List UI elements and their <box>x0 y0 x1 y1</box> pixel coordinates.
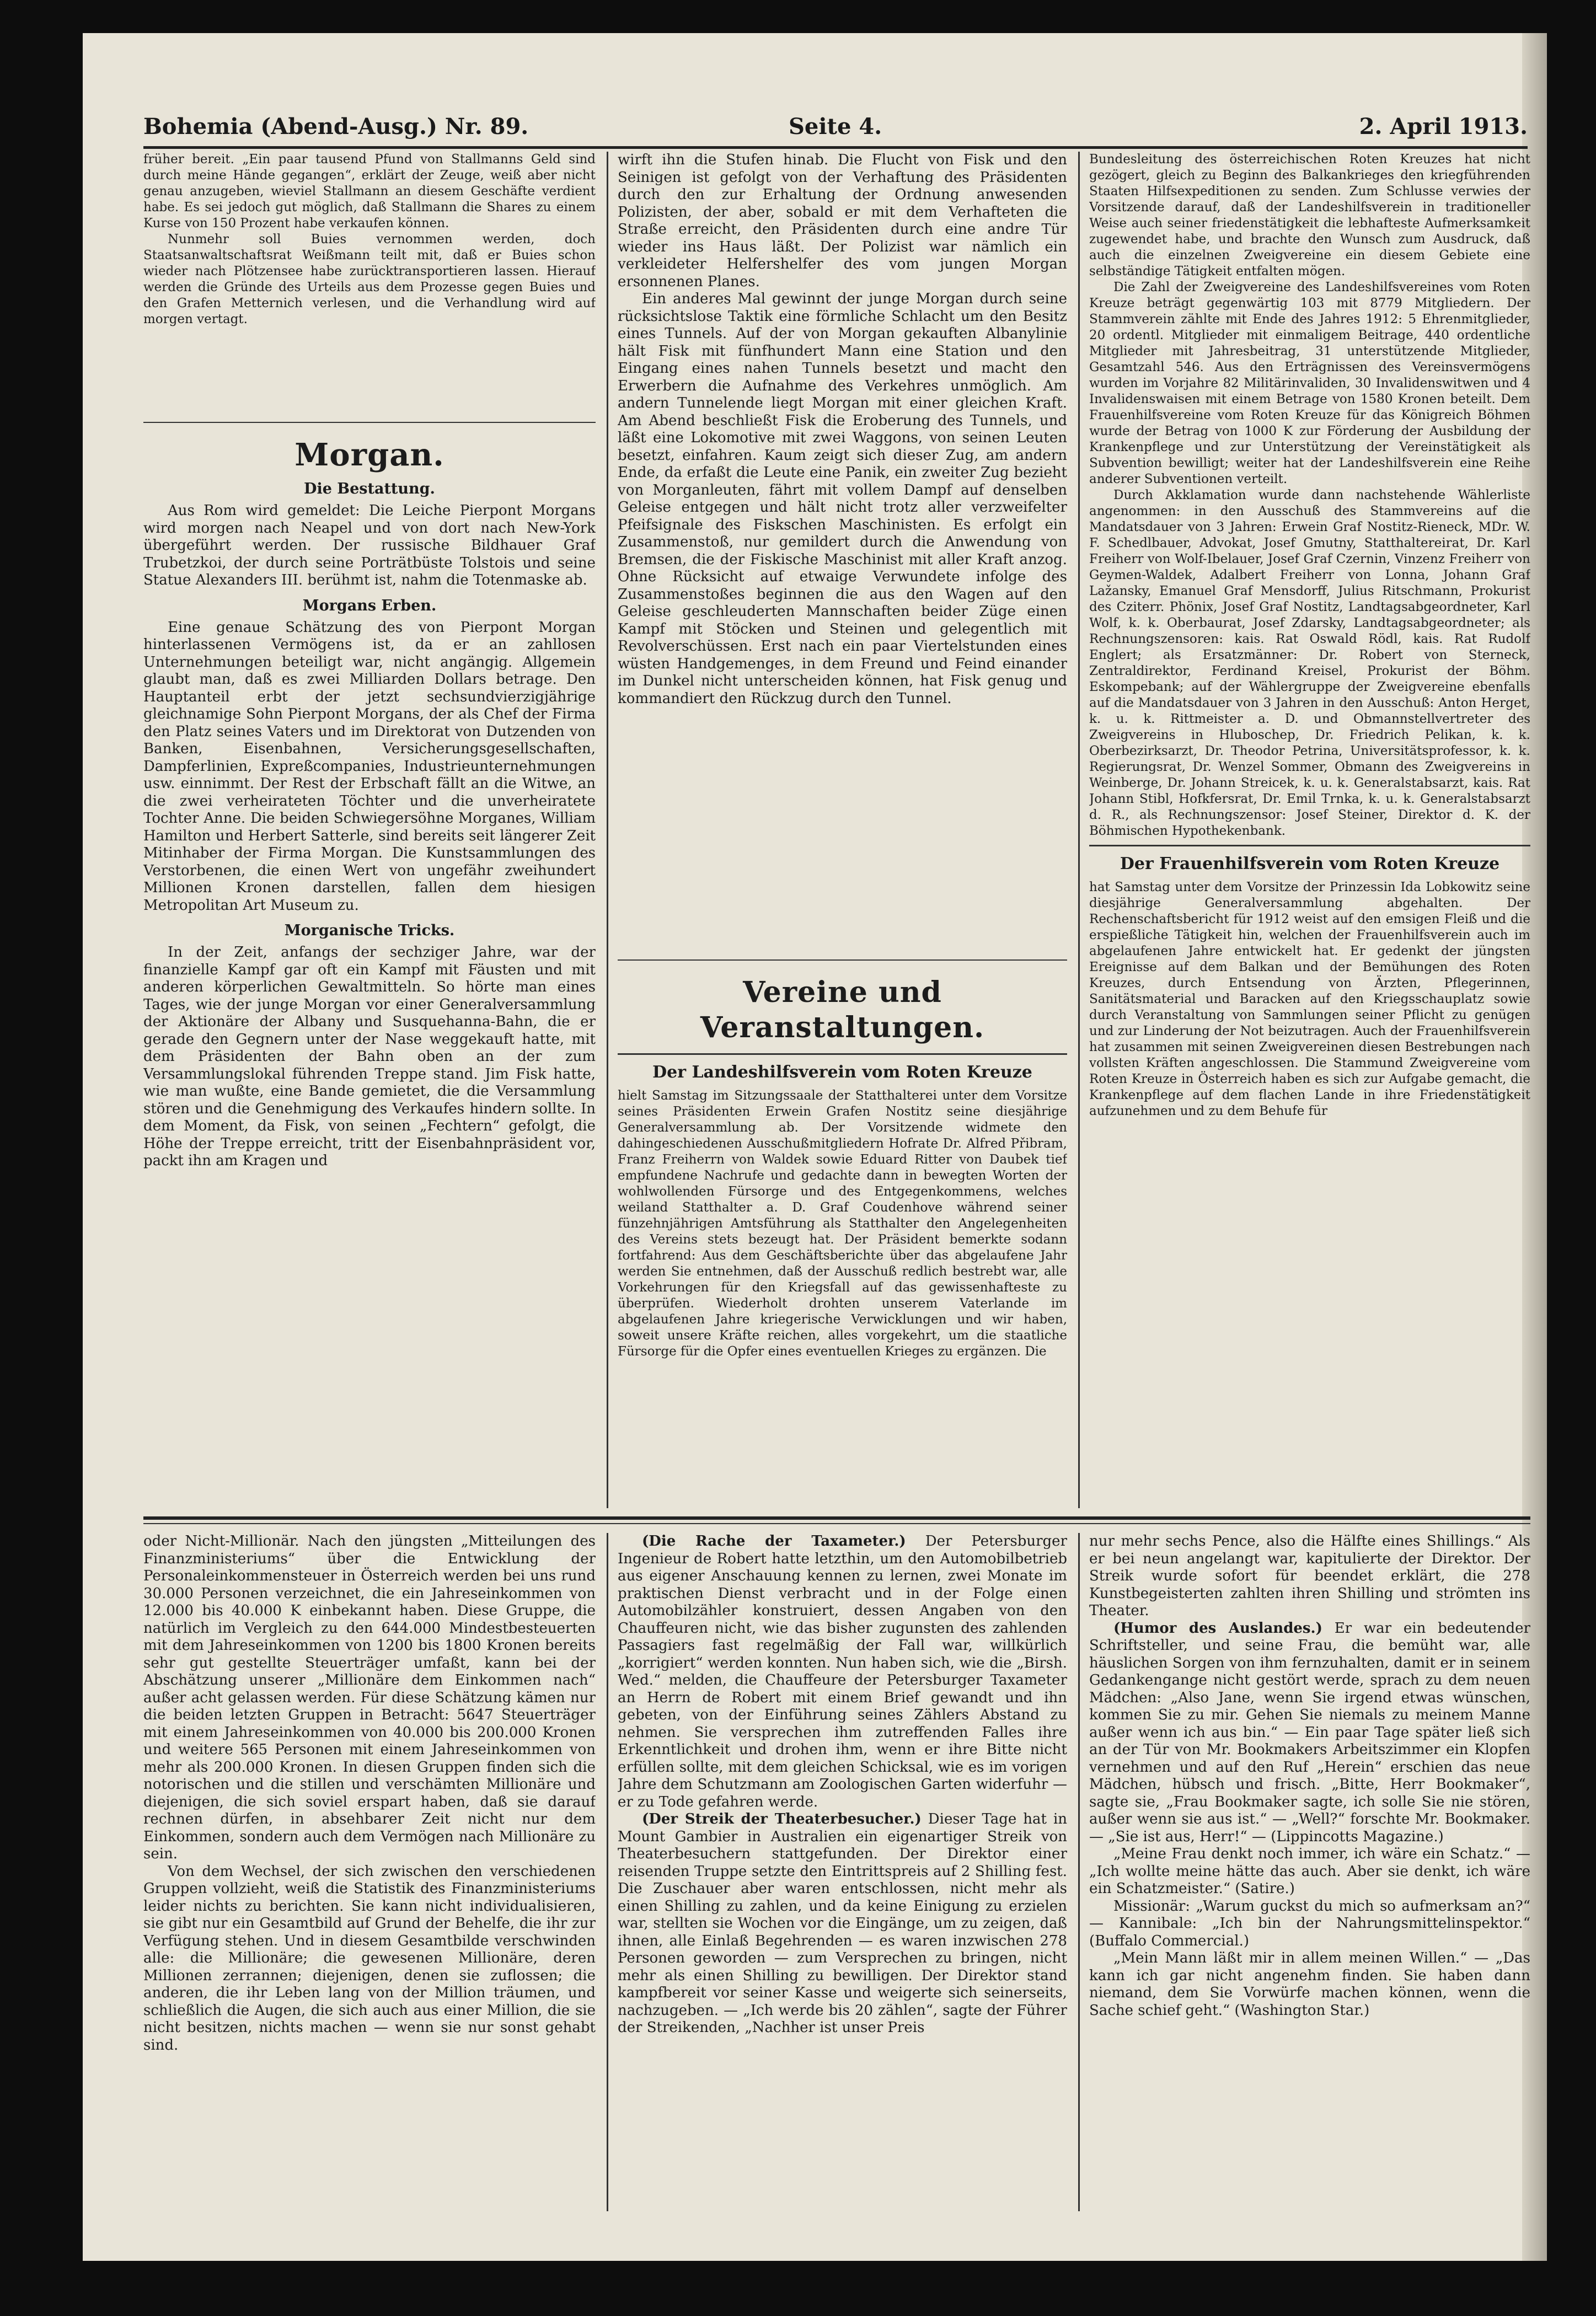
paragraph: Eine genaue Schätzung des von Pierpont Morgan hinterlassenen Vermögens ist, da er an zahllosen Unternehmungen beteiligt war, nicht angängig. Allgemein glaubt man, daß es zwei Milliarden Dollars betrage. Den Hauptanteil erbt der jetzt sechsundvierzigjährige gleichnamige Sohn Pierpont Morgans, der als Chef der Firma den Platz seines Vaters und im Direktorat von Dutzenden von Banken, Eisenbahnen, Versicherungsgesellschaften, Dampferlinien, Expreßcompanies, Industrieunternehmungen usw. einnimmt. Der Rest der Erbschaft fällt an die Witwe, an die zwei verheirateten Töchter und die unverheiratete Tochter Anne. Die beiden Schwiegersöhne Morganes, William Hamilton und Herbert Satterle, sind bereits seit längerer Zeit Mitinhaber der Firma Morgan. Die Kunstsammlungen des Verstorbenen, die einen Wert von ungefähr zweihundert Millionen Kronen darstellen, fallen dem hiesigen Metropolitan Art Museum zu. <box>143 619 596 914</box>
column-rule <box>1078 152 1080 1508</box>
paragraph: Missionär: „Warum guckst du mich so aufmerksam an?“ — Kannibale: „Ich bin der Nahrungsmittelinspektor.“ (Buffalo Commercial.) <box>1089 1897 1530 1949</box>
item-text: Der Petersburger Ingenieur de Robert hatte letzthin, um den Automobilbetrieb aus eigener Anschauung kennen zu lernen, zwei Monate im praktischen Dienst verbracht und in der Folge einen Automobilzähler konstruiert, dessen Angaben von den Chauffeuren nicht, wie das bisher zugunsten des zahlenden Passagiers fast regelmäßig der Fall war, willkürlich „korrigiert“ werden konnten. Nun haben sich, wie die „Birsh. Wed.“ melden, die Chauffeure der Petersburger Taxameter an Herrn de Robert mit einem Brief gewandt und ihn gebeten, von der Einführung seines Zählers Abstand zu nehmen. Sie versprechen ihm zutreffenden Falles ihre Erkenntlichkeit und drohen ihm, wenn er ihre Bitte nicht erfüllen sollte, mit dem gleichen Schicksal, wie es im vorigen Jahre dem Schutzmann am Zoologischen Garten widerfuhr — er zu Tode gefahren werde. <box>618 1533 1067 1810</box>
paragraph: früher bereit. „Ein paar tausend Pfund von Stallmanns Geld sind durch meine Hände gegangen“, erklärt der Zeuge, weiß aber nicht genau anzugeben, wieviel Stallmann an diesem Geschäfte verdient habe. Es sei jedoch gut möglich, daß Stallmann die Shares zu einem Kurse von 150 Prozent habe verkaufen können. <box>143 152 596 230</box>
section-divider <box>143 422 596 423</box>
page-header <box>143 110 1528 143</box>
news-items-column <box>618 1533 1067 2211</box>
paragraph: „Meine Frau denkt noch immer, ich wäre ein Schatz.“ — „Ich wollte meine hätte das auch. Aber sie denkt, ich wäre ein Schatzmeister.“ (Satire.) <box>1089 1846 1530 1897</box>
morgan-article <box>143 427 596 1503</box>
header-rule <box>143 146 1528 149</box>
item-lead: (Humor des Auslandes.) <box>1113 1620 1322 1637</box>
paragraph: nur mehr sechs Pence, also die Hälfte eines Shillings.“ Als er bei neun angelangt war, kapitulierte der Direktor. Der Streik wurde sofort für beendet erklärt, die 278 Kunstbegeisterten zahlten ihren Shilling und strömten ins Theater. <box>1089 1533 1530 1619</box>
vereine-article-continued <box>1089 152 1530 1508</box>
paragraph: hielt Samstag im Sitzungssaale der Statthalterei unter dem Vorsitze seines Präsidenten Erwein Grafen Nostitz seine diesjährige Generalversammlung ab. Der Vorsitzende widmete den dahingeschiedenen Ausschußmitgliedern Hofrate Dr. Alfred Přibram, Franz Freiherrn von Waldek sowie Eduard Ritter von Daubek tief empfundene Nachrufe und gedachte dann in bewegten Worten der wohlwollenden Fürsorge und des Entgegenkommens, welches weiland Statthalter a. D. Graf Coudenhove während seiner fünzehnjährigen Amtsführung als Statthalter den Angelegenheiten des Vereins stets bezeugt hat. Der Präsident bemerkte sodann fortfahrend: Aus dem Geschäftsberichte über das abgelaufene Jahr werden Sie entnehmen, daß der Ausschuß redlich bestrebt war, alle Vorkehrungen für den Kriegsfall auf das gewissenhafteste zu überprüfen. Wiederholt drohten unserem Vaterlande im abgelaufenen Jahre kriegerische Verwicklungen und wir haben, soweit unsere Kräfte reichen, alles vorgekehrt, um die staatliche Fürsorge für die Opfer eines eventuellen Krieges zu ergänzen. Die <box>618 1089 1067 1359</box>
paragraph: Die Zahl der Zweigvereine des Landeshilfsvereines vom Roten Kreuze beträgt gegenwärtig 103 mit 8779 Mitgliedern. Der Stammverein zählte mit Ende des Jahres 1912: 5 Ehrenmitglieder, 20 ordentl. Mitglieder mit einmaligem Beitrage, 440 ordentliche Mitglieder mit Jahresbeitrag, 31 unterstützende Mitglieder, Gesamtzahl 546. Aus den Erträgnissen des Vereinsvermögens wurden im Vorjahre 82 Militärinvaliden, 30 Invalidenswitwen und 4 Invalidenswaisen mit einem Betrage von 1580 Kronen beteilt. Dem Frauenhilfsvereine vom Roten Kreuze für das Königreich Böhmen wurde der Betrag von 1000 K zur Förderung der Ausbildung der Krankenpflege und zur Unterstützung der Vereinstätigkeit als Subvention bewilligt; weiter hat der Landeshilfsverein eine Reihe anderer Subventionen verteilt. <box>1089 280 1530 486</box>
item-lead: (Die Rache der Taxameter.) <box>642 1533 906 1550</box>
article-subtitle: Morgans Erben. <box>302 597 437 614</box>
column-rule <box>607 1533 608 2211</box>
morgan-article-continued <box>618 152 1067 948</box>
article-subtitle: Morganische Tricks. <box>284 922 455 939</box>
header-page-number: Seite 4. <box>789 114 882 140</box>
header-date: 2. April 1913. <box>1359 114 1528 140</box>
vereine-article <box>618 965 1067 1508</box>
title-rule <box>618 1053 1067 1055</box>
item-lead: (Der Streik der Theaterbesucher.) <box>642 1811 922 1827</box>
paragraph: Nunmehr soll Buies vernommen werden, doch Staatsanwaltschaftsrat Weißmann teilt mit, daß er Buies schon wieder nach Plötzensee habe zurücktransportieren lassen. Hierauf werden die Gründe des Urteils aus dem Prozesse gegen Buies und den Grafen Metternich verlesen, und die Verhandlung wird auf morgen vertagt. <box>143 232 596 326</box>
header-publication: Bohemia (Abend-Ausg.) Nr. 89. <box>143 114 529 140</box>
paragraph: hat Samstag unter dem Vorsitze der Prinzessin Ida Lobkowitz seine diesjährige Generalversammlung abgehalten. Der Rechenschaftsbericht für 1912 weist auf den emsigen Fleiß und die erspießliche Tätigkeit hin, welchen der Frauenhilfsverein auch im abgelaufenen Jahre entwickelt hat. Er gedenkt der jüngsten Ereignisse auf dem Balkan und der Bemühungen des Roten Kreuzes, durch Entsendung von Ärzten, Pflegerinnen, Sanitätsmaterial und Baracken auf den Kriegsschauplatz sowie durch Veranstaltung von Sammlungen seiner Pflicht zu genügen und zur Linderung der Not beizutragen. Auch der Frauenhilfsverein hat zusammen mit seinen Zweigvereinen diesen Bestrebungen nach vollsten Kräften angeschlossen. Die Stammund Zweigvereine vom Roten Kreuze in Österreich haben es sich zur Aufgabe gemacht, die Krankenpflege auf dem flachen Lande in ihre Friedenstätigkeit aufzunehmen und zu dem Behufe für <box>1089 880 1530 1118</box>
article-subtitle: Die Bestattung. <box>304 480 435 497</box>
paragraph: Von dem Wechsel, der sich zwischen den verschiedenen Gruppen vollzieht, weiß die Statistik des Finanzministeriums leider nichts zu berichten. Sie kann nicht individualisieren, sie gibt nur ein Gesamtbild auf Grund der Behelfe, die ihr zur Verfügung stehen. Und in diesem Gesamtbilde verschwinden alle: die Millionäre; die gewesenen Millionäre, deren Millionen zerrannen; diejenigen, denen sie zuflossen; die anderen, die ihr Leben lang von der Million träumen, und schließlich die Augen, die sich auch aus einer Million, die sie nicht besitzen, nichts machen — wenn sie nur sonst gehabt sind. <box>143 1863 596 2054</box>
paragraph: wirft ihn die Stufen hinab. Die Flucht von Fisk und den Seinigen ist gefolgt von der Verhaftung des Präsidenten durch den zur Erhaltung der Ordnung anwesenden Polizisten, der aber, sobald er mit dem Verhafteten die Straße erreicht, den Präsidenten durch eine andre Tür wieder ins Haus läßt. Der Polizist war nämlich ein verkleideter Helfershelfer des vom jungen Morgan ersonnenen Planes. <box>618 152 1067 290</box>
millionaire-article <box>143 1533 596 2211</box>
article-subtitle: Der Frauenhilfsverein vom Roten Kreuze <box>1120 854 1500 873</box>
column-rule <box>607 152 608 1508</box>
newspaper-page <box>83 33 1547 2261</box>
paragraph: Ein anderes Mal gewinnt der junge Morgan durch seine rücksichtslose Taktik eine förmliche Schlacht um den Besitz eines Tunnels. Auf der von Morgan gekauften Albanylinie hält Fisk mit fünfhundert Mann eine Station und den Eingang eines nahen Tunnels besetzt und macht den Erwerbern die Aufnahme des Verkehres unmöglich. Am andern Tunnelende liegt Morgan mit einer gleichen Kraft. Am Abend beschließt Fisk die Eroberung des Tunnels, und läßt eine Lokomotive mit zwei Waggons, von seinen Leuten besetzt, einfahren. Kaum zeigt sich dieser Zug, am andern Ende, da erfaßt die Leute eine Panik, ein zweiter Zug bezieht von Morganleuten, fährt mit vollem Dampf auf denselben Geleise entgegen und hält nicht trotz aller verzweifelter Pfeifsignale des Fiskschen Maschinisten. Es erfolgt ein Zusammenstoß, nur gemildert durch die Anwendung von Bremsen, die der Fiskische Maschinist mit aller Kraft anzog. Ohne Rücksicht auf etwaige Verwundete infolge des Zusammenstoßes beginnen die aus den Wagen auf den Geleise geschleuderten Mannschaften beider Züge einen Kampf mit Stöcken und Steinen und gelegentlich mit Revolverschüssen. Erst nach ein paar Viertelstunden eines wüsten Handgemenges, in dem Freund und Feind einander im Dunkel nicht unterscheiden können, hat Fisk genug und kommandiert den Rückzug durch den Tunnel. <box>618 291 1067 707</box>
paragraph: In der Zeit, anfangs der sechziger Jahre, war der finanzielle Kampf gar oft ein Kampf mit Fäusten und mit anderen körperlichen Gewaltmitteln. So hörte man eines Tages, wie der junge Morgan vor einer Generalversammlung der Aktionäre der Albany und Susquehanna-Bahn, die er gerade den Gegnern unter der Nase weggekauft hatte, mit dem Präsidenten der Bahn oben an der zum Versammlungslokal führenden Treppe stand. Jim Fisk hatte, wie man wußte, eine Bande gemietet, die die Versammlung stören und die Genehmigung des Verkaufes hindern sollte. In dem Moment, da Fisk, von seinen „Fechtern“ gefolgt, die Höhe der Treppe erreicht, tritt der Eisenbahnpräsident vor, packt ihn am Kragen und <box>143 944 596 1169</box>
humor-column <box>1089 1533 1530 2211</box>
column-1-top-article <box>143 152 596 416</box>
item-text: Dieser Tage hat in Mount Gambier in Australien ein eigenartiger Streik von Theaterbesuchern stattgefunden. Der Direktor einer reisenden Truppe setzte den Eintrittspreis auf 2 Shilling fest. Die Zuschauer aber waren entschlossen, nicht mehr als einen Shilling zu zahlen, und da keine Einigung zu erzielen war, stellten sie Wochen vor die Eingänge, um zu zeigen, daß ihnen, alle Einlaß Begehrenden — es waren inzwischen 278 Personen geworden — zum Versprechen zu bringen, nicht mehr als einen Shilling zu bewilligen. Der Direktor stand kampfbereit vor seiner Kasse und weigerte sich seinerseits, nachzugeben. — „Ich werde bis 20 zählen“, sagte der Führer der Streikenden, „Nachher ist unser Preis <box>618 1811 1067 2036</box>
section-divider <box>618 959 1067 961</box>
item-text: Er war ein bedeutender Schriftsteller, und seine Frau, die bemüht war, alle häuslichen Sorgen von ihm fernzuhalten, damit er in seinem Gedankengange nicht gestört werde, sprach zu dem neuen Mädchen: „Also Jane, wenn Sie irgend etwas wünschen, kommen Sie zu mir. Gehen Sie niemals zu meinem Manne außer wenn ich aus bin.“ — Ein paar Tage später ließ sich an der Tür von Mr. Bookmakers Arbeitszimmer ein Klopfen vernehmen und auf den Ruf „Herein“ erschien das neue Mädchen, hübsch und frisch. „Bitte, Herr Bookmaker“, sagte sie, „Frau Bookmaker sagte, ich solle Sie nie stören, außer wenn sie aus ist.“ — „Well?“ forschte Mr. Bookmaker. — „Sie ist aus, Herr!“ — (Lippincotts Magazine.) <box>1089 1620 1530 1845</box>
paragraph: Aus Rom wird gemeldet: Die Leiche Pierpont Morgans wird morgen nach Neapel und von dort nach New-York übergeführt werden. Der russische Bildhauer Graf Trubetzkoi, der durch seine Porträtbüste Tolstois und seine Statue Alexanders III. berühmt ist, nahm die Totenmaske ab. <box>143 502 596 588</box>
paragraph: „Mein Mann läßt mir in allem meinen Willen.“ — „Das kann ich gar nicht angenehm finden. Sie haben dann niemand, dem Sie Vorwürfe machen können, wenn die Sache schief geht.“ (Washington Star.) <box>1089 1950 1530 2019</box>
column-rule <box>1078 1533 1080 2211</box>
page-section-rule <box>143 1523 1530 1524</box>
section-divider <box>1089 845 1530 846</box>
article-subtitle: Der Landeshilfsverein vom Roten Kreuze <box>652 1063 1032 1082</box>
paragraph: Durch Akklamation wurde dann nachstehende Wählerliste angenommen: in den Ausschuß des Stammvereins auf die Mandatsdauer von 3 Jahren: Erwein Graf Nostitz-Rieneck, MDr. W. F. Schedlbauer, Advokat, Josef Gmutny, Statthaltereirat, Dr. Karl Freiherr von Wolf-Ibelauer, Josef Graf Czernin, Vinzenz Freiherr von Geymen-Waldek, Adalbert Freiherr von Lonna, Johann Graf Lažansky, Emanuel Graf Mensdorff, Julius Ritschmann, Prokurist des Cziterr. Phönix, Josef Graf Nostitz, Landtagsabgeordneter, Karl Wolf, k. k. Oberbaurat, Josef Zdarsky, Landtagsabgeordneter; als Rechnungszensoren: kais. Rat Oswald Rödl, kais. Rat Rudolf Englert; als Ersatzmänner: Dr. Robert von Sterneck, Zentraldirektor, Ferdinand Kreisel, Prokurist der Böhm. Eskompebank; auf der Wählergruppe der Zweigvereine ebenfalls auf die Mandatsdauer von 3 Jahren in den Ausschuß: Anton Herget, k. u. k. Rittmeister a. D. und Obmannstellvertreter des Zweigvereins in Hluboschep, Dr. Friedrich Pelikan, k. k. Oberbezirksarzt, Dr. Theodor Petrina, Universitätsprofessor, k. k. Regierungsrat, Dr. Wenzel Sommer, Obmann des Zweigvereins in Weinberge, Dr. Johann Streicek, k. u. k. Generalstabsarzt, kais. Rat Johann Stibl, Hofkfersrat, Dr. Emil Trnka, k. u. k. Generalstabsarzt d. R., als Rechnungszensor: Josef Steiner, Direktor d. K. der Böhmischen Hypothekenbank. <box>1089 488 1530 838</box>
article-title: Morgan. <box>294 437 444 473</box>
paragraph: oder Nicht-Millionär. Nach den jüngsten „Mitteilungen des Finanzministeriums“ über die Entwicklung der Personaleinkommensteuer in Österreich werden bei uns rund 30.000 Personen verzeichnet, die ein Jahreseinkommen von 12.000 bis 40.000 K einbekannt haben. Diese Gruppe, die natürlich im Vergleich zu den 644.000 Mindestbesteuerten mit dem Jahreseinkommen von 1200 bis 1800 Kronen bereits sehr gut gestellte Steuerträger umfaßt, kann bei der Abschätzung unserer „Millionäre dem Einkommen nach“ außer acht gelassen werden. Für diese Schätzung kämen nur die beiden letzten Gruppen in Betracht: 5647 Steuerträger mit einem Jahreseinkommen von 40.000 bis 200.000 Kronen und weitere 565 Personen mit einem Jahreseinkommen von mehr als 200.000 Kronen. In diesen Gruppen finden sich die notorischen und die stillen und verschämten Millionäre und diejenigen, die sich soviel erspart haben, daß sie darauf rechnen dürfen, in absehbarer Zeit nicht nur dem Einkommen, sondern auch dem Vermögen nach Millionäre zu sein. <box>143 1533 596 1862</box>
page-section-rule <box>143 1516 1530 1520</box>
paragraph: Bundesleitung des österreichischen Roten Kreuzes hat nicht gezögert, gleich zu Beginn des Balkankrieges den kriegführenden Staaten Hilfsexpeditionen zu senden. Zum Schlusse verwies der Vorsitzende darauf, daß der Landeshilfsverein in traditioneller Weise auch seiner friedenstätigkeit die lebhafteste Aufmerksamkeit zugewendet habe, und brachte den Wunsch zum Ausdruck, daß auch die einzelnen Zweigvereine ein diesem Gebiete eine selbständige Tätigkeit entfalten mögen. <box>1089 152 1530 278</box>
section-title: Vereine und Veranstaltungen. <box>700 975 985 1044</box>
